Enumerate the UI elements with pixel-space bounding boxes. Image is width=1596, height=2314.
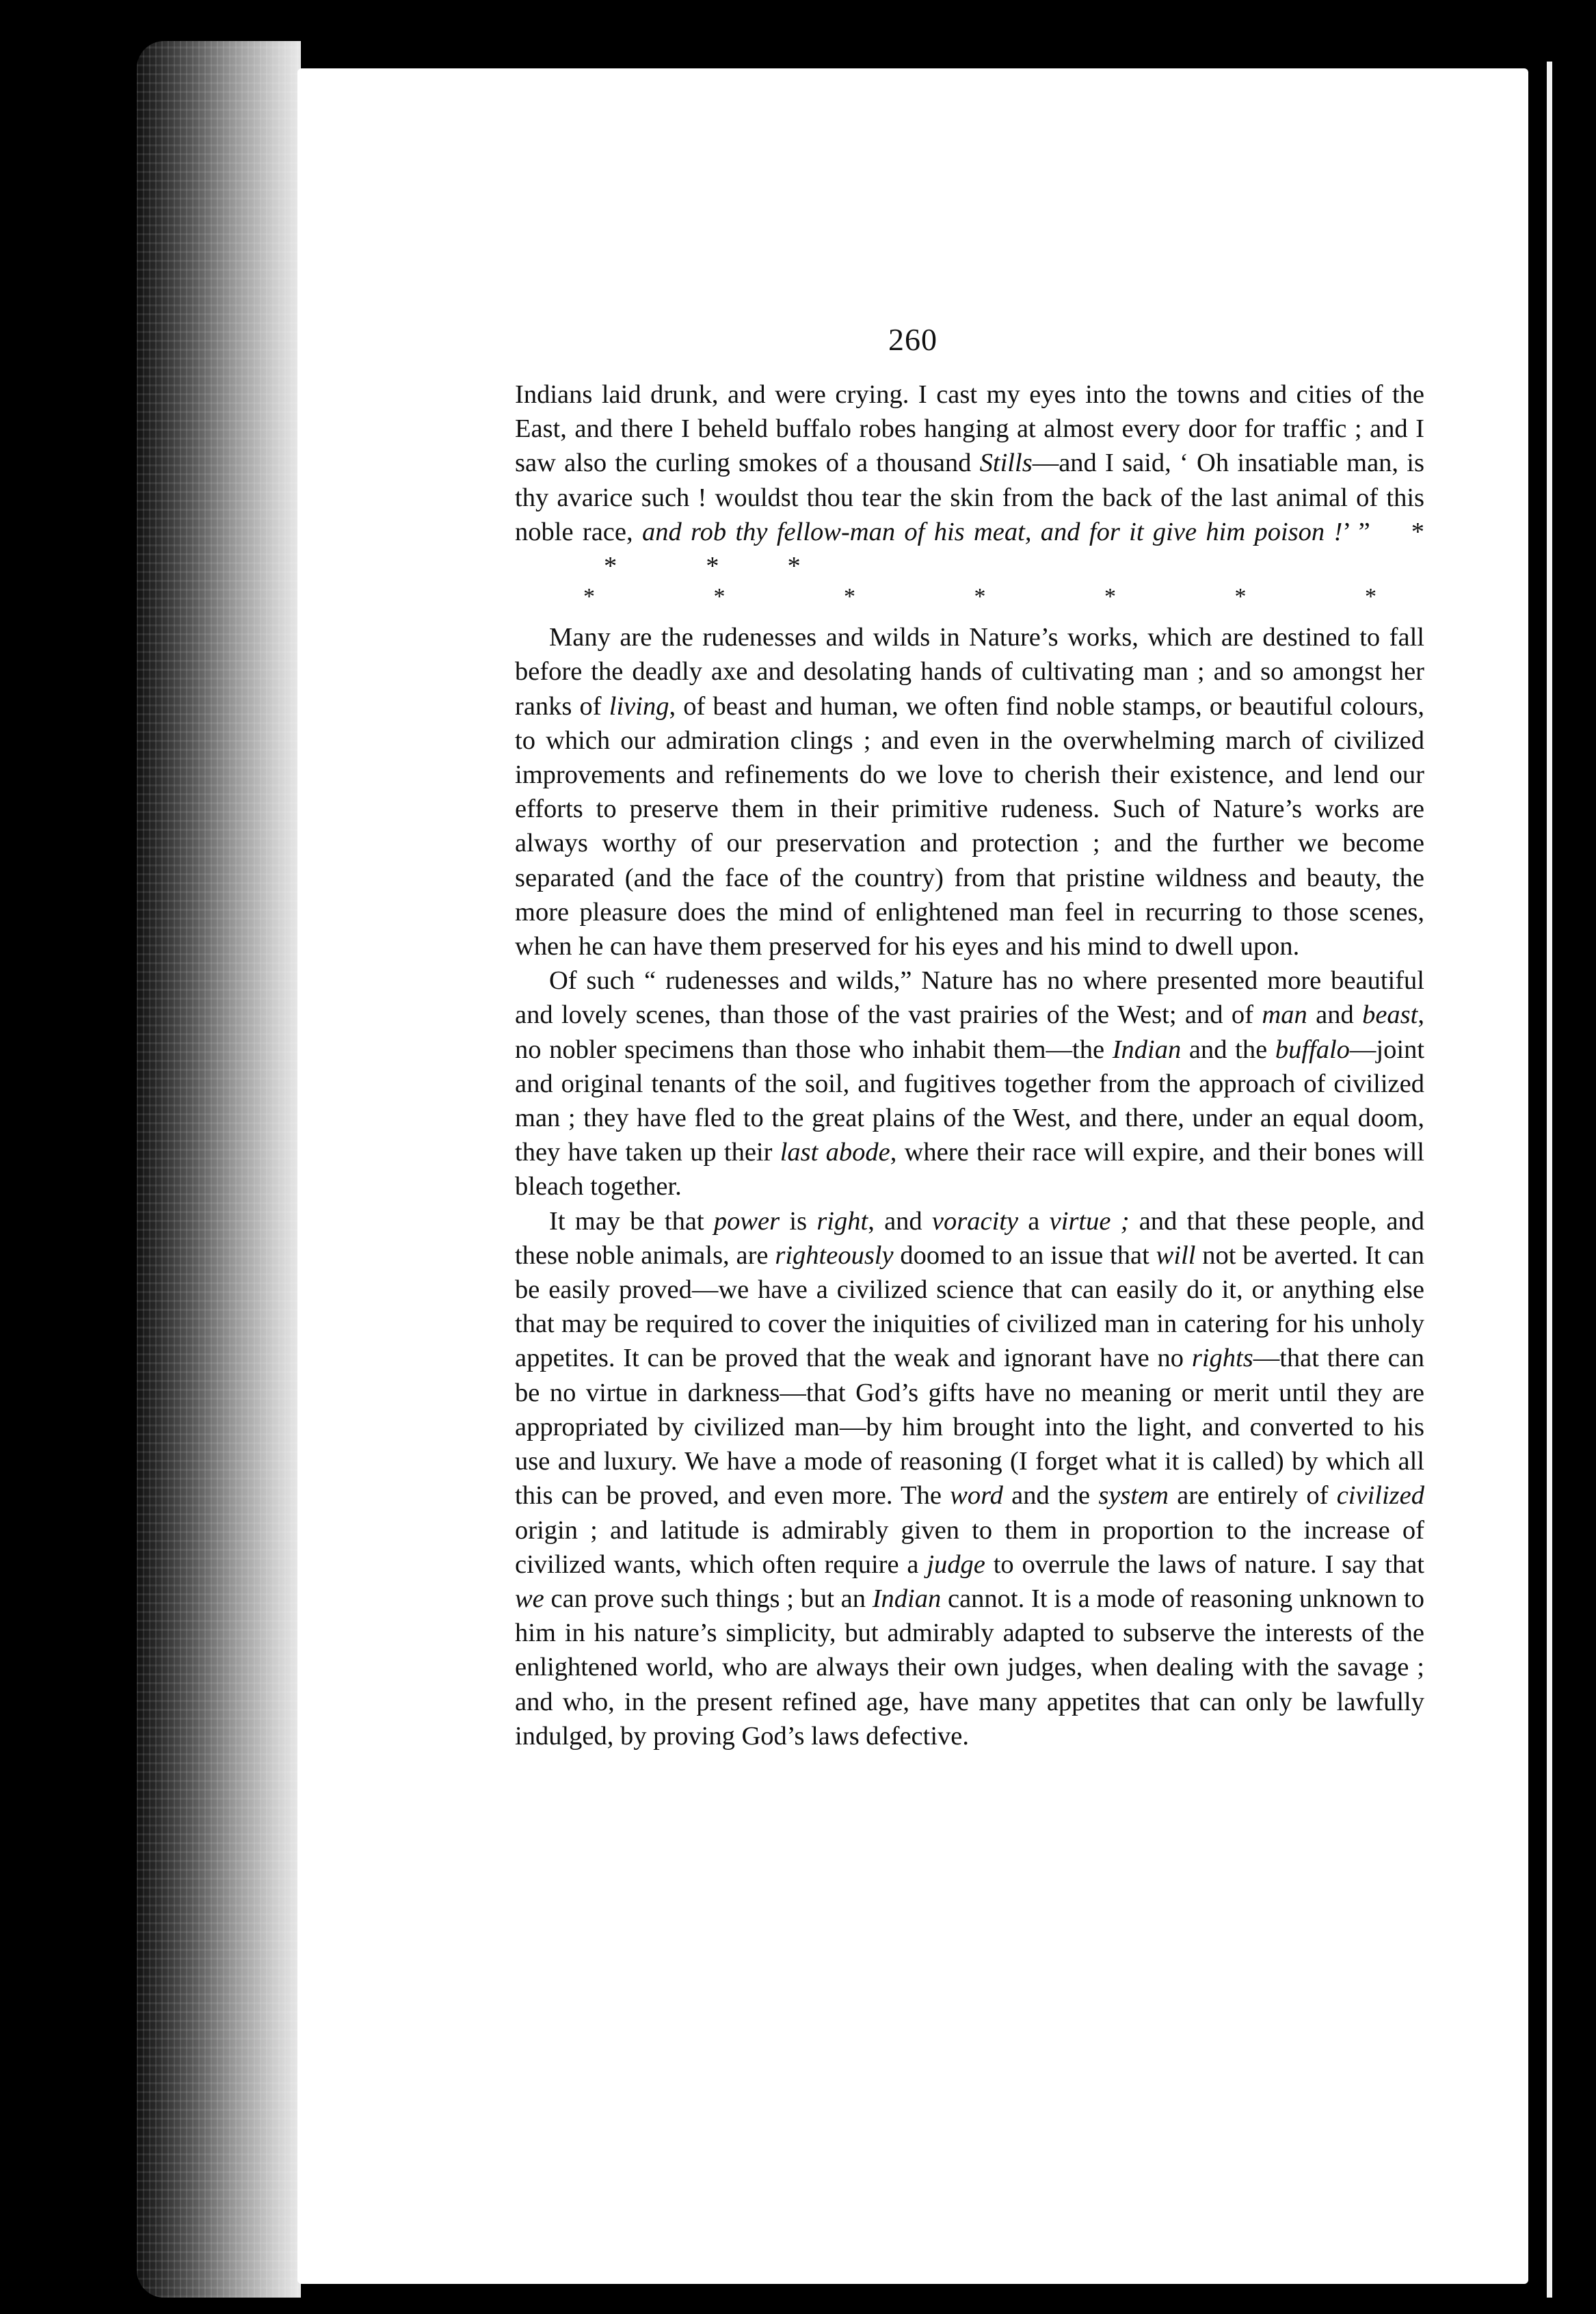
paragraph-text: and bbox=[1307, 1000, 1363, 1030]
asterisk: * bbox=[1104, 584, 1116, 610]
paragraph-text: , no nobler specimens than those who inhabit them—the bbox=[515, 1000, 1424, 1064]
italic-word: rights bbox=[1191, 1344, 1253, 1373]
paragraph-text: doomed to an issue that bbox=[893, 1240, 1156, 1270]
italic-word: power bbox=[713, 1206, 780, 1236]
italic-word: beast bbox=[1362, 1000, 1418, 1030]
page-number: 260 bbox=[888, 322, 937, 357]
asterisk: * bbox=[1234, 584, 1247, 610]
book-page-edges bbox=[137, 41, 301, 2298]
page-text bbox=[515, 377, 1424, 1753]
italic-word: last abode bbox=[780, 1138, 890, 1167]
paragraph-text: —joint and original tenants of the soil, and fugitives together from the approach of civilized man ; they have fled to the great plains of the West, and there, under an equal doom, they have taken up their bbox=[515, 1035, 1425, 1167]
italic-word: we bbox=[515, 1584, 544, 1613]
paragraph-text: a bbox=[1018, 1206, 1050, 1236]
asterisk: * bbox=[706, 552, 719, 581]
opening-quote-italic: and rob thy fellow-man of his meat, and for it give him poison ! bbox=[641, 517, 1343, 546]
paragraph-power-is-right bbox=[515, 1204, 1424, 1753]
asterism-row-2 bbox=[515, 583, 1424, 611]
italic-word: righteously bbox=[775, 1240, 894, 1270]
paragraph-text: Many are the rudenesses and wilds in Nature’s works, which are destined to fall before the deadly axe and desolating hands of cultivating man ; and so amongst her ranks of bbox=[515, 623, 1424, 721]
asterisk: * bbox=[713, 584, 726, 610]
paragraph-text: , of beast and human, we often find noble stamps, or beautiful colours, to which our admiration clings ; and even in the overwhelming march of civilized improvements and refinements do we love to cherish their existence, and lend our efforts to preserve them in their primitive rudeness. Such of Nature’s works are always worthy of our preservation and protection ; and the further we become separated (and the face of the country) from that pristine wildness and beauty, the more pleasure does the mind of enlightened man feel in recurring to those scenes, when he can have them preserved for his eyes and his mind to dwell upon. bbox=[515, 691, 1424, 961]
asterisk: * bbox=[787, 552, 801, 581]
opening-close-quote: ’ ” bbox=[1342, 517, 1370, 546]
italic-word: virtue ; bbox=[1049, 1206, 1130, 1236]
paragraph-text: and the bbox=[1002, 1481, 1099, 1511]
paragraph-text: , where their race will expire, and their bones will bleach together. bbox=[515, 1138, 1424, 1201]
italic-word: judge bbox=[927, 1550, 985, 1579]
paragraph-text: can prove such things ; but an bbox=[544, 1584, 873, 1613]
italic-word: Indian bbox=[872, 1584, 942, 1613]
opening-text-1: Indians laid drunk, and were crying. I cast my eyes into the towns and cities of the East, and there I beheld buffalo robes hanging at almost every door for traffic ; and I saw also the curling smokes of a thousand bbox=[515, 380, 1424, 478]
paragraph-text: origin ; and latitude is admirably given to them in proportion to the increase of civilized wants, which often require a bbox=[515, 1515, 1424, 1579]
paragraph-rudenesses bbox=[515, 620, 1424, 963]
italic-word: right bbox=[816, 1206, 868, 1236]
asterisk: * bbox=[974, 584, 986, 610]
opening-stills: Stills bbox=[979, 449, 1033, 478]
asterisk: * bbox=[844, 584, 855, 610]
italic-word: living bbox=[609, 691, 669, 721]
book-page bbox=[297, 68, 1528, 2284]
italic-word: will bbox=[1156, 1240, 1196, 1270]
italic-word: Indian bbox=[1112, 1035, 1182, 1064]
asterisk: * bbox=[583, 584, 595, 610]
paragraph-text: are entirely of bbox=[1169, 1481, 1337, 1511]
asterisk: * bbox=[1411, 517, 1424, 546]
paragraph-text: not be averted. It can be easily proved—we have a civilized science that can easily do it, or anything else that may be required to cover the iniquities of civilized man in catering for his unholy appetites. It can be proved that the weak and ignorant have no bbox=[515, 1240, 1424, 1373]
asterisk: * bbox=[1365, 584, 1376, 610]
paragraph-text: and that these people, and these noble animals, are bbox=[515, 1206, 1425, 1270]
paragraph-text: to overrule the laws of nature. I say that bbox=[985, 1550, 1424, 1579]
paragraph-text: cannot. It is a mode of reasoning unknown to him in his nature’s simplicity, but admirably adapted to subserve the interests of the enlightened world, who are always their own judges, when dealing with the savage ; and who, in the present refined age, have many appetites that can only be lawfully indulged, by proving God’s laws defective. bbox=[515, 1584, 1424, 1751]
italic-word: word bbox=[950, 1481, 1003, 1511]
italic-word: man bbox=[1262, 1000, 1307, 1030]
opening-paragraph bbox=[515, 377, 1424, 583]
paragraph-of-such bbox=[515, 963, 1424, 1203]
italic-word: system bbox=[1098, 1481, 1169, 1511]
italic-word: voracity bbox=[931, 1206, 1019, 1236]
paragraph-text: is bbox=[780, 1206, 817, 1236]
opening-text-2: —and I said, ‘ Oh insatiable man, is thy avarice such ! wouldst thou tear the skin from the back of the last animal of this noble race, bbox=[515, 449, 1424, 546]
paragraph-text: —that there can be no virtue in darkness—that God’s gifts have no meaning or merit until they are appropriated by civilized man—by him brought into the light, and converted to his use and luxury. We have a mode of reasoning (I forget what it is called) by which all this can be proved, and even more. The bbox=[515, 1344, 1424, 1511]
italic-word: civilized bbox=[1336, 1481, 1425, 1511]
paragraph-text: Of such “ rudenesses and wilds,” Nature has no where presented more beautiful and lovely scenes, than those of the vast prairies of the West; and of bbox=[515, 966, 1424, 1030]
paragraph-text: It may be that bbox=[549, 1206, 714, 1236]
paragraph-text: , and bbox=[868, 1206, 932, 1236]
asterisk: * bbox=[604, 552, 617, 581]
facing-page-edge bbox=[1547, 62, 1552, 2298]
italic-word: buffalo bbox=[1275, 1035, 1350, 1064]
paragraph-text: and the bbox=[1181, 1035, 1275, 1064]
